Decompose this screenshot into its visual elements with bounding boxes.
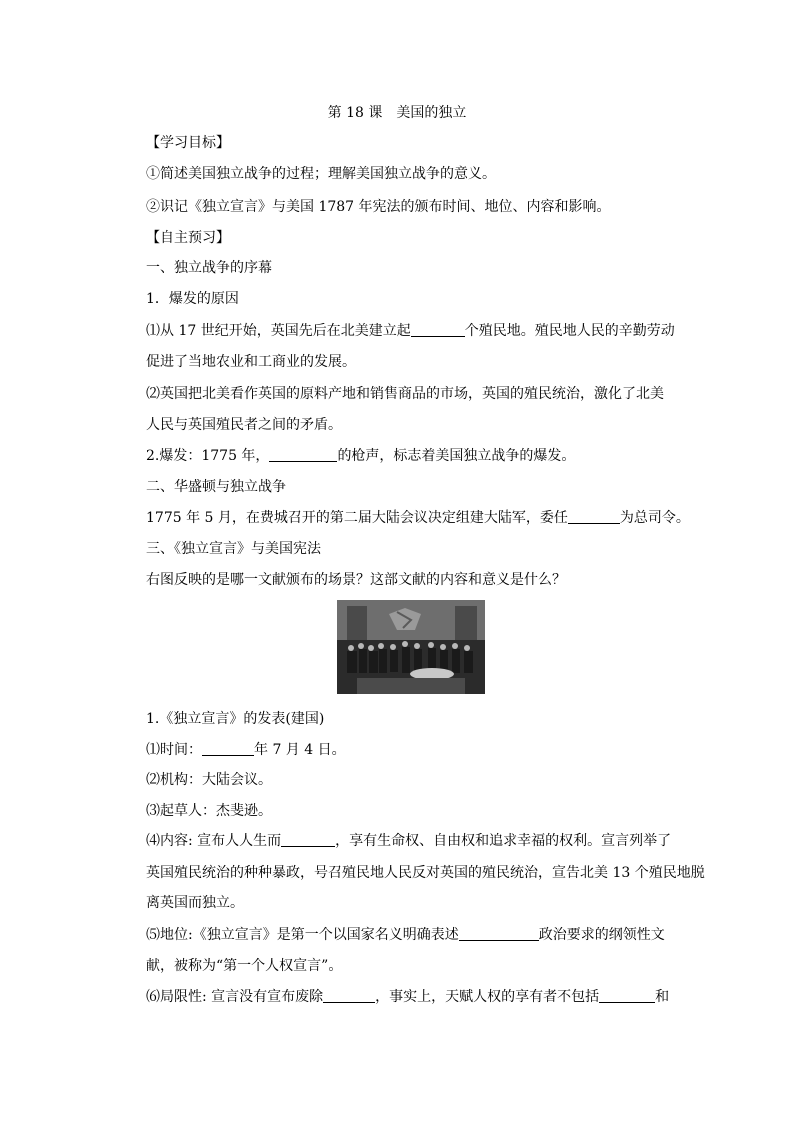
fill-blank[interactable] [202,741,254,756]
goals-header: 【学习目标】 [146,135,230,151]
paragraph-text: ⑴从 17 世纪开始，英国先后在北美建立起 [146,323,411,339]
item-status-cont: 献，被称为“第一个人权宣言”。 [146,958,343,974]
paragraph-text: ⑹局限性: 宣言没有宣布废除 [146,989,324,1005]
item-drafter: ⑶起草人：杰斐逊。 [146,803,272,819]
item-time [146,740,346,760]
paragraph-colonies-cont: 促进了当地农业和工商业的发展。 [146,354,356,370]
paragraph-outbreak [146,446,575,466]
paragraph-text: 个殖民地。殖民地人民的辛勤劳动 [464,323,675,339]
item-content [146,831,671,851]
fill-blank[interactable] [411,322,465,337]
fill-blank[interactable] [568,509,620,524]
section-1-sub-1: 1．爆发的原因 [146,291,239,307]
section-1-heading: 一、独立战争的序幕 [146,260,272,276]
fill-blank[interactable] [269,447,337,462]
paragraph-conflict: ⑵英国把北美看作英国的原料产地和销售商品的市场，英国的殖民统治，激化了北美 [146,386,664,402]
paragraph-text: ，享有生命权、自由权和追求幸福的权利。宣言列举了 [335,833,672,849]
fill-blank[interactable] [281,832,335,847]
lesson-title: 第 18 课 美国的独立 [327,105,467,121]
fill-blank[interactable] [459,926,539,941]
item-content-cont-2: 离英国而独立。 [146,895,244,911]
item-limitation [146,987,669,1007]
fill-blank[interactable] [599,988,655,1003]
paragraph-text: 政治要求的纲领性文 [538,927,665,943]
goal-item-2: ②识记《独立宣言》与美国 1787 年宪法的颁布时间、地位、内容和影响。 [146,199,611,215]
item-content-cont-1: 英国殖民统治的种种暴政，号召殖民地人民反对英国的殖民统治，宣告北美 13 个殖民地脱 [146,865,705,881]
paragraph-text: ，事实上，天赋人权的享有者不包括 [375,989,600,1005]
paragraph-text: ⑷内容: 宣布人人生而 [146,833,282,849]
paragraph-text: 2.爆发：1775 年， [146,448,270,464]
paragraph-washington [146,508,690,528]
goal-item-1: ①简述美国独立战争的过程；理解美国独立战争的意义。 [146,166,496,182]
section-2-heading: 二、华盛顿与独立战争 [146,479,286,495]
paragraph-text: 年 7 月 4 日。 [254,742,346,758]
paragraph-conflict-cont: 人民与英国殖民者之间的矛盾。 [146,417,342,433]
item-organization: ⑵机构：大陆会议。 [146,772,272,788]
section-3-heading: 三、《独立宣言》与美国宪法 [146,541,321,557]
declaration-signing-painting [337,600,485,694]
section-3-sub-1: 1.《独立宣言》的发表(建国) [146,711,325,727]
paragraph-text: 为总司令。 [619,510,690,526]
paragraph-text: 1775 年 5 月，在费城召开的第二届大陆会议决定组建大陆军，委任 [146,510,568,526]
paragraph-text: ⑸地位:《独立宣言》是第一个以国家名义明确表述 [146,927,459,943]
paragraph-text: 的枪声，标志着美国独立战争的爆发。 [337,448,576,464]
item-status [146,925,665,945]
paragraph-text: ⑴时间： [146,742,202,758]
paragraph-colonies [146,321,675,341]
question-text: 右图反映的是哪一文献颁布的场景？这部文献的内容和意义是什么？ [146,572,566,588]
paragraph-text: 和 [655,989,670,1005]
preview-header: 【自主预习】 [146,230,230,246]
fill-blank[interactable] [323,988,375,1003]
